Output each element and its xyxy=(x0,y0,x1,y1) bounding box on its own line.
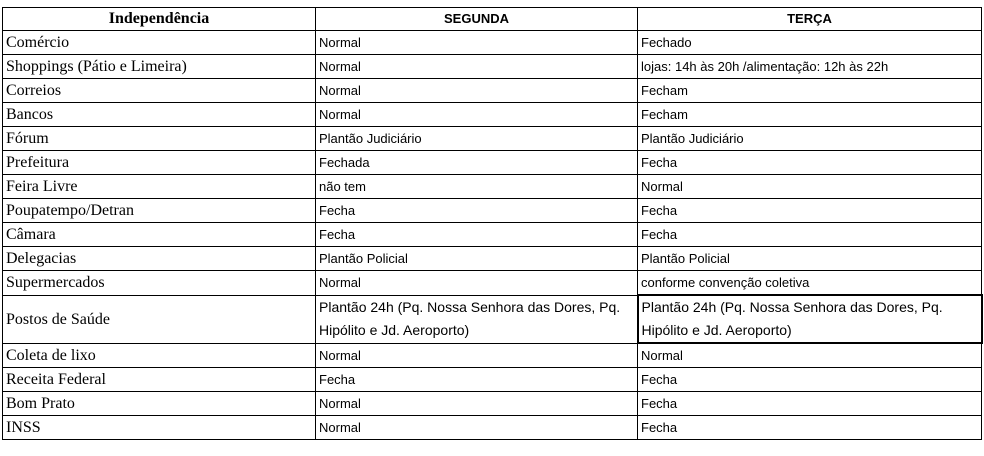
service-name: Postos de Saúde xyxy=(3,295,316,343)
segunda-value: Fecha xyxy=(316,223,638,247)
segunda-value: Normal xyxy=(316,31,638,55)
service-name: Correios xyxy=(3,79,316,103)
table-row xyxy=(3,271,982,296)
terca-value: Fecham xyxy=(638,79,982,103)
segunda-value: Plantão Policial xyxy=(316,247,638,271)
table-row xyxy=(3,31,982,55)
service-name: Receita Federal xyxy=(3,368,316,392)
terca-value: conforme convenção coletiva xyxy=(638,271,982,296)
terca-value: Fecha xyxy=(638,199,982,223)
service-name: Delegacias xyxy=(3,247,316,271)
service-name: Câmara xyxy=(3,223,316,247)
terca-value: Fecha xyxy=(638,368,982,392)
terca-value: Plantão Judiciário xyxy=(638,127,982,151)
service-name: Coleta de lixo xyxy=(3,343,316,368)
terca-value: Normal xyxy=(638,343,982,368)
segunda-value: Plantão Judiciário xyxy=(316,127,638,151)
segunda-value: Normal xyxy=(316,79,638,103)
table-row xyxy=(3,79,982,103)
table-row xyxy=(3,295,982,343)
service-name: Fórum xyxy=(3,127,316,151)
terca-value: Fecha xyxy=(638,416,982,440)
terca-value: Plantão Policial xyxy=(638,247,982,271)
segunda-value: Normal xyxy=(316,55,638,79)
table-row xyxy=(3,175,982,199)
table-row xyxy=(3,55,982,79)
table-row xyxy=(3,416,982,440)
header-independencia: Independência xyxy=(3,8,316,31)
header-segunda: SEGUNDA xyxy=(316,8,638,31)
segunda-value: Normal xyxy=(316,392,638,416)
segunda-value: Fechada xyxy=(316,151,638,175)
segunda-value: Fecha xyxy=(316,199,638,223)
terca-value: Fecha xyxy=(638,223,982,247)
service-name: Shoppings (Pátio e Limeira) xyxy=(3,55,316,79)
segunda-value: Normal xyxy=(316,343,638,368)
service-name: Bancos xyxy=(3,103,316,127)
table-row xyxy=(3,199,982,223)
service-name: Feira Livre xyxy=(3,175,316,199)
terca-value: Fecha xyxy=(638,151,982,175)
table-row xyxy=(3,343,982,368)
service-name: Poupatempo/Detran xyxy=(3,199,316,223)
table-row xyxy=(3,392,982,416)
segunda-value: Normal xyxy=(316,271,638,296)
segunda-value: Normal xyxy=(316,103,638,127)
segunda-value: não tem xyxy=(316,175,638,199)
service-name: Bom Prato xyxy=(3,392,316,416)
service-name: Prefeitura xyxy=(3,151,316,175)
segunda-value: Fecha xyxy=(316,368,638,392)
terca-value: Fechado xyxy=(638,31,982,55)
header-terca: TERÇA xyxy=(638,8,982,31)
segunda-value: Normal xyxy=(316,416,638,440)
table-row xyxy=(3,151,982,175)
terca-value: Fecham xyxy=(638,103,982,127)
table-row xyxy=(3,368,982,392)
table-row xyxy=(3,103,982,127)
segunda-value: Plantão 24h (Pq. Nossa Senhora das Dores, Pq. Hipólito e Jd. Aeroporto) xyxy=(316,295,638,343)
terca-value: lojas: 14h às 20h /alimentação: 12h às 22h xyxy=(638,55,982,79)
service-name: INSS xyxy=(3,416,316,440)
table-row xyxy=(3,223,982,247)
service-name: Comércio xyxy=(3,31,316,55)
schedule-table xyxy=(2,7,983,440)
terca-value: Plantão 24h (Pq. Nossa Senhora das Dores, Pq. Hipólito e Jd. Aeroporto) xyxy=(638,295,982,343)
service-name: Supermercados xyxy=(3,271,316,296)
terca-value: Fecha xyxy=(638,392,982,416)
terca-value: Normal xyxy=(638,175,982,199)
table-row xyxy=(3,247,982,271)
table-row xyxy=(3,127,982,151)
header-row xyxy=(3,8,982,31)
